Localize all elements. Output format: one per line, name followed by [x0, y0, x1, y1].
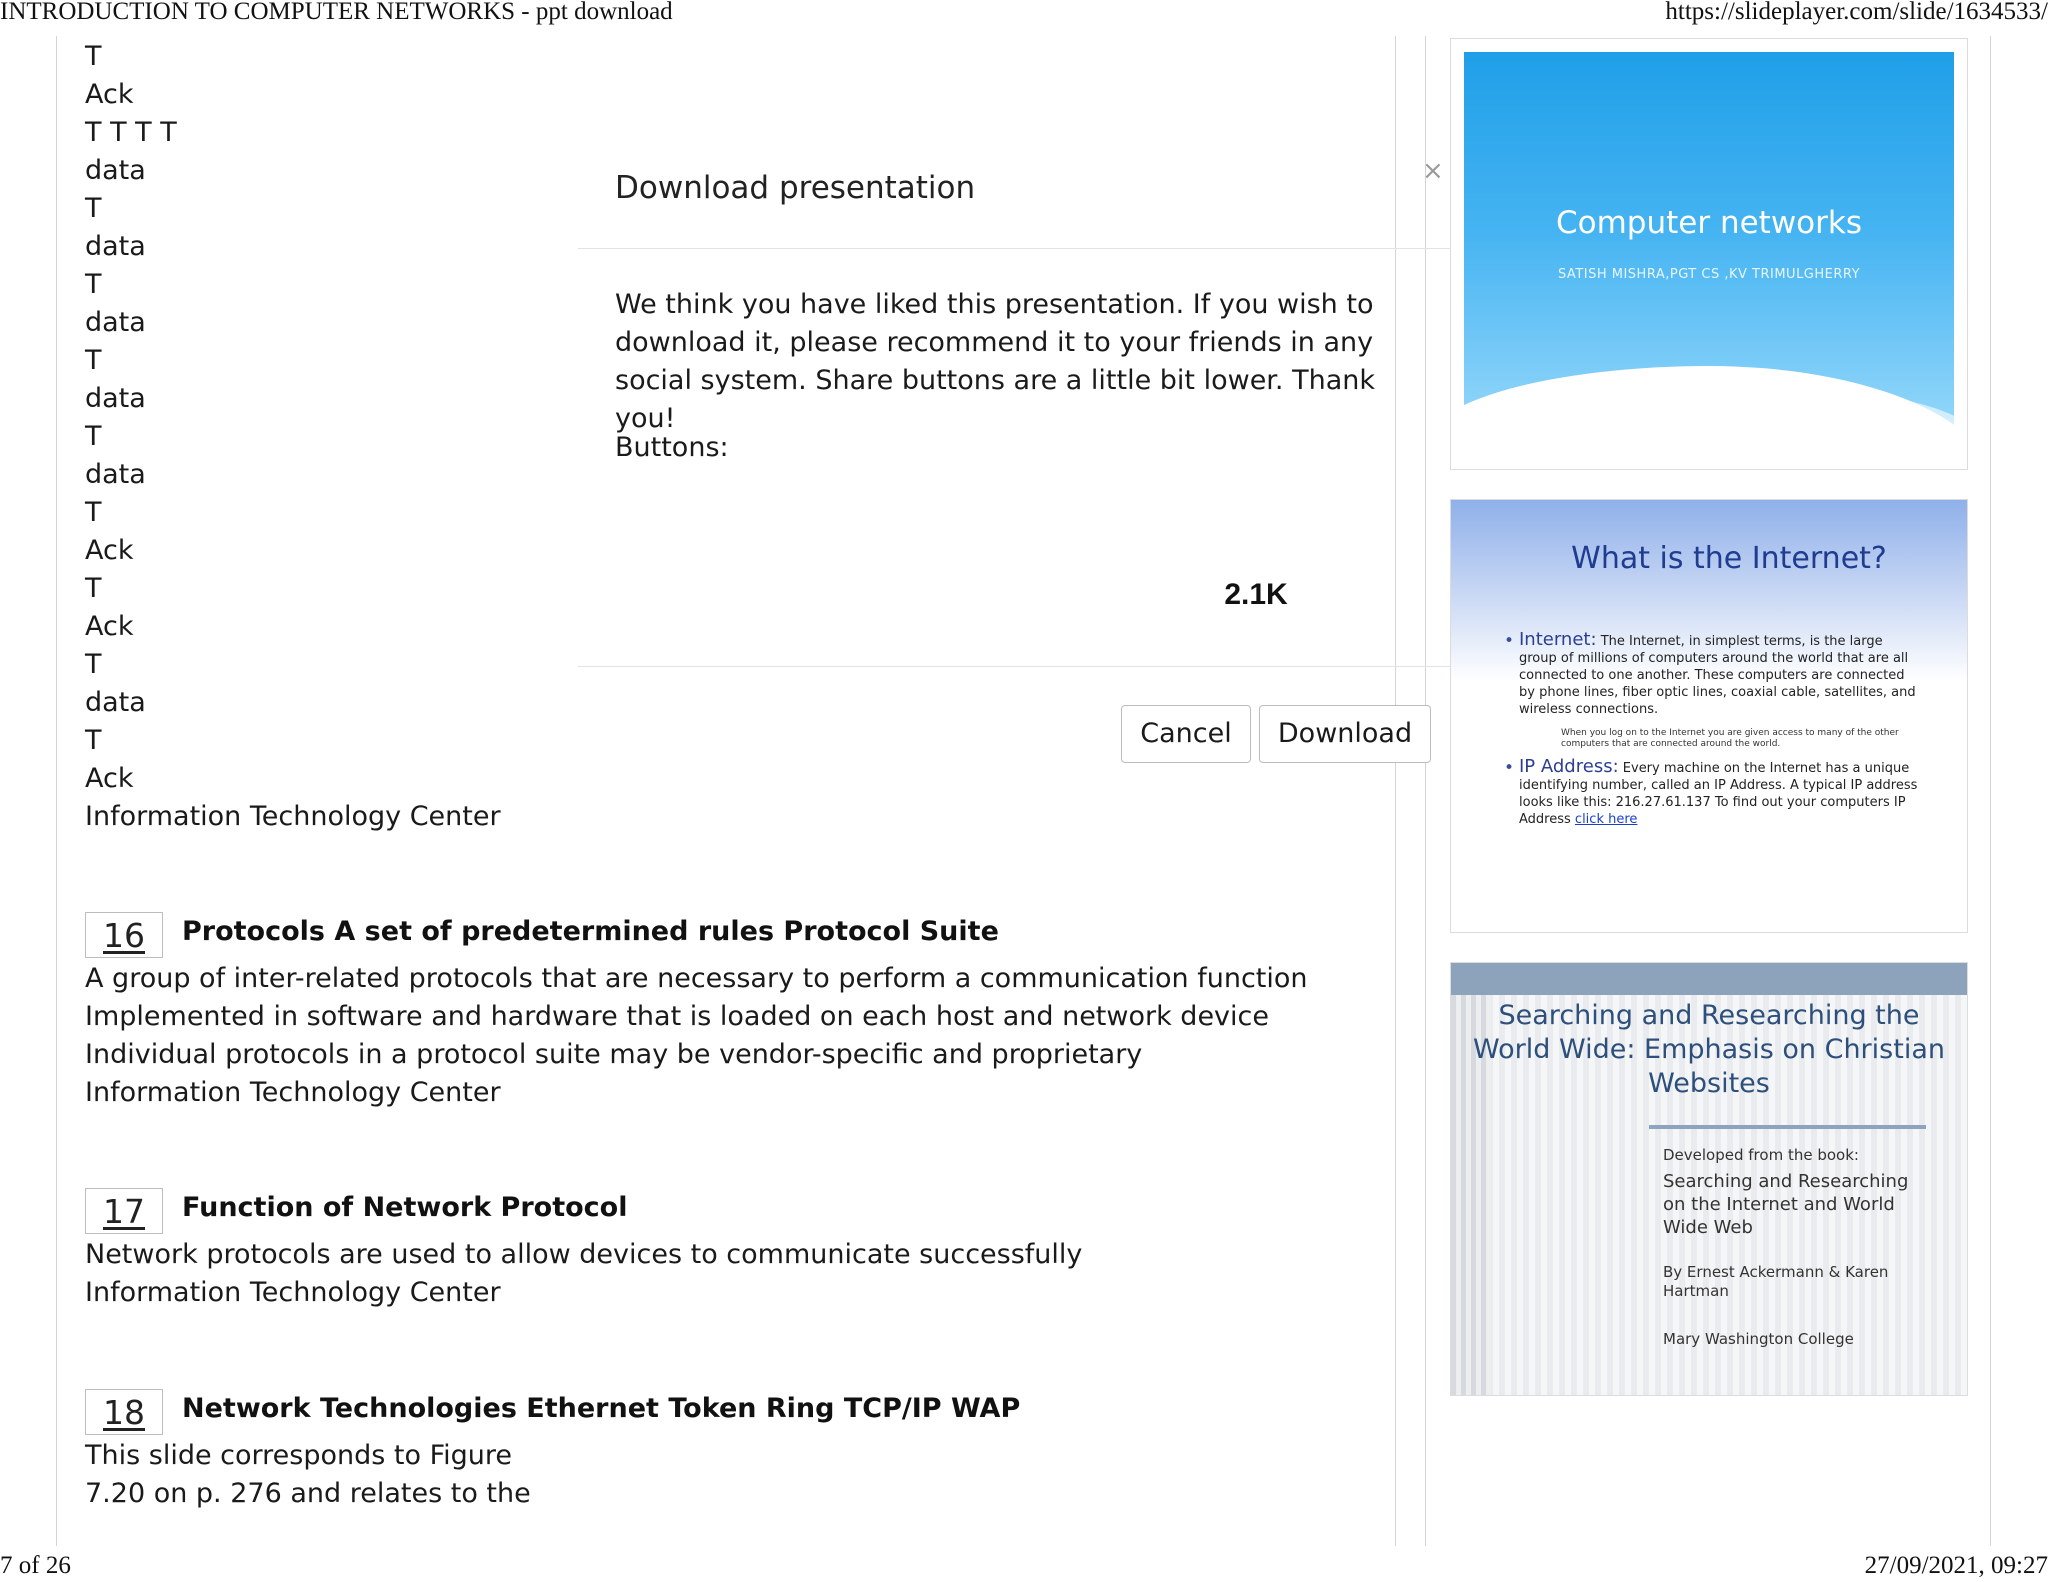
text-line: data: [85, 383, 146, 414]
left-border: [56, 36, 57, 1546]
bullet-text: The Internet, in simplest terms, is the large group of millions of computers around the world that are all connected to one another. These computers are connected by phone lines, fiber optic lines, coaxial cable, satellites, and wireless connections.: [1519, 634, 1916, 717]
download-button[interactable]: Download: [1259, 705, 1431, 763]
text-line: Information Technology Center: [85, 1277, 501, 1308]
slide-number-link[interactable]: 17: [85, 1188, 163, 1234]
bullet-icon: •: [1504, 758, 1515, 778]
slide-16: [85, 912, 1375, 1112]
slide-number-link[interactable]: 18: [85, 1389, 163, 1435]
text-line: T: [85, 193, 102, 224]
text-line: T: [85, 573, 102, 604]
text-line: data: [85, 459, 146, 490]
thumb-2-bullet-1: [1504, 629, 1919, 718]
related-presentation-thumb-3[interactable]: [1450, 962, 1968, 1396]
modal-header-divider: [578, 248, 1470, 249]
text-line: data: [85, 687, 146, 718]
right-border: [1990, 36, 1991, 1546]
slide-16-body: [85, 960, 1375, 1112]
cancel-button[interactable]: Cancel: [1121, 705, 1251, 763]
text-line: T: [85, 725, 102, 756]
print-datetime: 27/09/2021, 09:27: [1864, 1552, 2048, 1579]
thumb-2-title: What is the Internet?: [1571, 541, 1887, 576]
print-footer: [0, 1552, 2048, 1578]
modal-footer-divider: [578, 666, 1470, 667]
modal-title: Download presentation: [615, 170, 976, 206]
print-header: [0, 0, 2048, 24]
print-header-title: INTRODUCTION TO COMPUTER NETWORKS - ppt download: [0, 0, 673, 25]
slide-number-link[interactable]: 16: [85, 912, 163, 958]
text-line: Implemented in software and hardware that is loaded on each host and network device: [85, 1001, 1269, 1032]
thumb-2-sub-bullet: When you log on to the Internet you are given access to many of the other computers that are connected around the world.: [1561, 728, 1899, 749]
text-line: Network protocols are used to allow devices to communicate successfully: [85, 1239, 1083, 1270]
thumb-3-book: Searching and Researching on the Internet and World Wide Web: [1663, 1171, 1909, 1238]
close-icon[interactable]: ×: [1422, 156, 1444, 186]
text-line: Ack: [85, 535, 134, 566]
text-line: Information Technology Center: [85, 801, 501, 832]
share-count: 2.1K: [1224, 578, 1288, 611]
thumb-3-dev-from: Developed from the book:: [1663, 1146, 1859, 1164]
text-line: A group of inter-related protocols that are necessary to perform a communication function: [85, 963, 1308, 994]
text-line: T: [85, 497, 102, 528]
slide-title: Function of Network Protocol: [182, 1192, 628, 1223]
text-line: Information Technology Center: [85, 1077, 501, 1108]
related-presentation-thumb-1[interactable]: [1450, 38, 1968, 470]
thumb-3-top-bar: [1451, 963, 1967, 995]
text-line: T: [85, 345, 102, 376]
slide-17: [85, 1188, 1375, 1312]
text-line: T: [85, 269, 102, 300]
thumb-1-subtitle: SATISH MISHRA,PGT CS ,KV TRIMULGHERRY: [1557, 267, 1861, 282]
bullet-key: IP Address:: [1519, 756, 1619, 777]
text-line: Individual protocols in a protocol suite may be vendor-specific and proprietary: [85, 1039, 1143, 1070]
thumb-2-bullet-2: [1504, 756, 1919, 828]
text-line: Ack: [85, 79, 134, 110]
print-header-url: https://slideplayer.com/slide/1634533/: [1665, 0, 2048, 25]
slide-18-body: [85, 1437, 1375, 1513]
modal-message: [615, 286, 1435, 438]
modal-message-text: We think you have liked this presentation. If you wish to download it, please recommend it to your friends in any social system. Share buttons are a little bit lower. Thank you!: [615, 289, 1375, 434]
slide-18-header: [85, 1389, 1375, 1437]
text-line: data: [85, 155, 146, 186]
thumb-1-slide: [1464, 52, 1954, 456]
text-line: T: [85, 41, 102, 72]
bullet-icon: •: [1504, 631, 1515, 651]
text-line: This slide corresponds to Figure: [85, 1440, 513, 1471]
slide-18: [85, 1389, 1375, 1513]
text-line: T T T T: [85, 117, 177, 148]
bullet-text: Every machine on the Internet has a unique identifying number, called an IP Address. A typical IP address looks like this: 216.27.61.137 To find out your computers IP Address: [1519, 761, 1918, 827]
text-line: data: [85, 231, 146, 262]
related-presentation-thumb-2[interactable]: [1450, 499, 1968, 933]
text-line: Ack: [85, 611, 134, 642]
text-line: T: [85, 649, 102, 680]
text-line: Ack: [85, 763, 134, 794]
text-line: data: [85, 307, 146, 338]
thumb-3-college: Mary Washington College: [1663, 1330, 1854, 1348]
slide-16-header: [85, 912, 1375, 960]
click-here-link[interactable]: click here: [1574, 812, 1638, 827]
slide-17-body: [85, 1236, 1375, 1312]
thumb-3-authors: By Ernest Ackermann & Karen Hartman: [1663, 1263, 1889, 1300]
text-line: T: [85, 421, 102, 452]
wave-decoration: [1464, 366, 1954, 456]
slide-title: Network Technologies Ethernet Token Ring TCP/IP WAP: [182, 1393, 1021, 1424]
slide-17-header: [85, 1188, 1375, 1236]
thumb-3-title: Searching and Researching the World Wide: Emphasis on Christian Websites: [1473, 1000, 1945, 1099]
buttons-label: Buttons:: [615, 432, 729, 463]
page-count: 7 of 26: [0, 1552, 71, 1579]
thumb-1-title: Computer networks: [1555, 205, 1862, 241]
slide-title: Protocols A set of predetermined rules Protocol Suite: [182, 916, 999, 947]
bullet-key: Internet:: [1519, 629, 1597, 650]
text-line: 7.20 on p. 276 and relates to the: [85, 1478, 531, 1509]
download-modal: [578, 130, 1470, 770]
thumb-3-rule: [1649, 1125, 1926, 1129]
